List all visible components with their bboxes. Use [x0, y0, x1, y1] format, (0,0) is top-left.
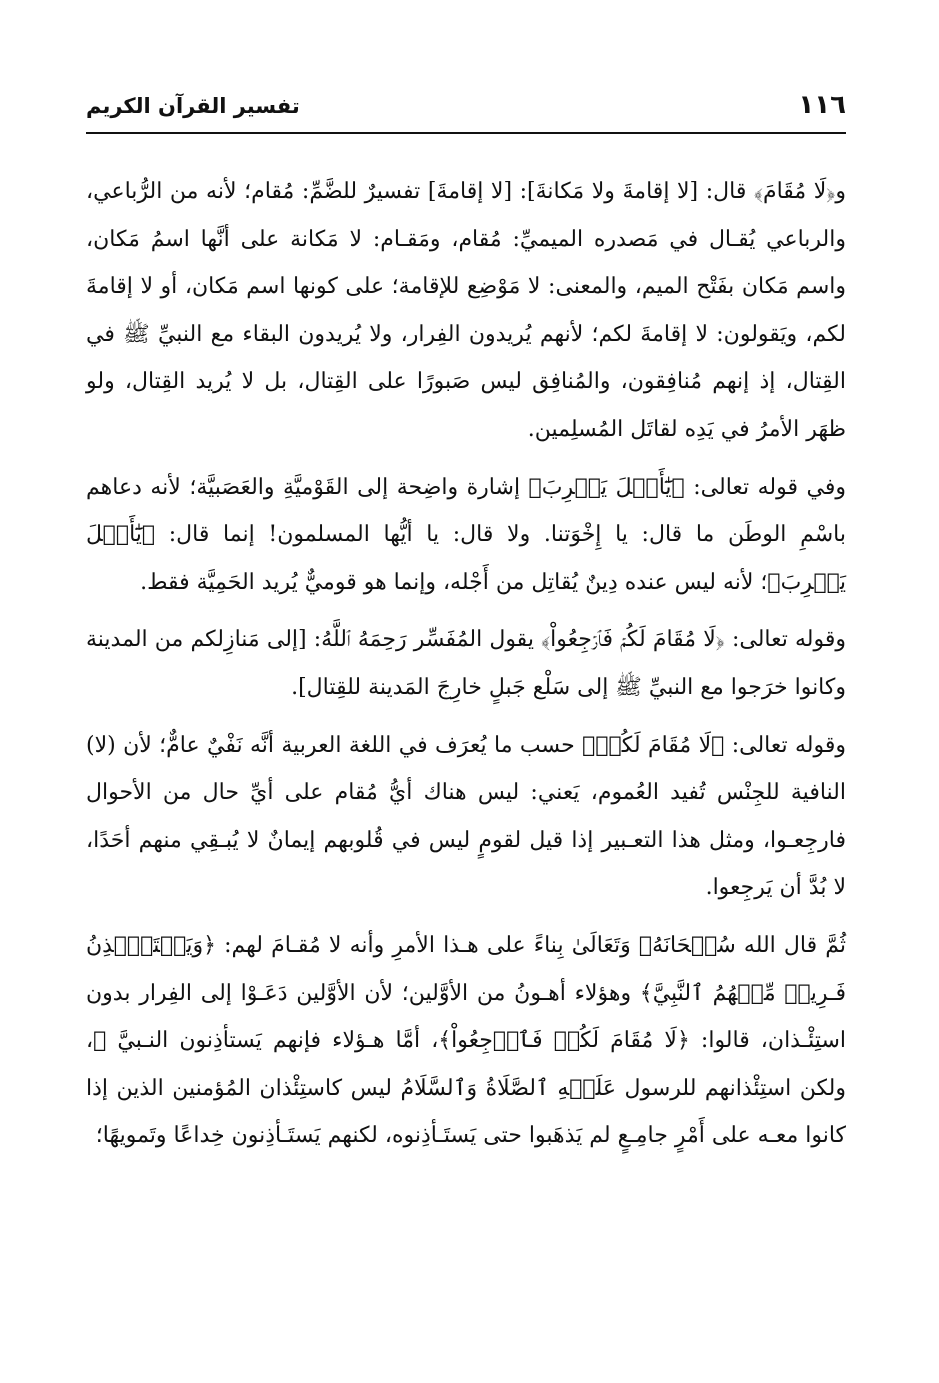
paragraph: و﴿لَا مُقَامَ﴾ قال: [لا إقامةَ ولا مَكانةَ]: [لا إقامةَ] تفسيرٌ للضَّمِّ: مُقام؛ لأنه من الرُّباعي، والرباعي يُقـال في مَصدره الميميِّ: مُقام، ومَقـام: لا مَكانة على أنَّها اسمُ مَكان، واسم مَكان بفَتْح الميم، والمعنى: لا مَوْضِع للإقامة؛ على كونها اسم مَكان، أو لا إقامةَ لكم، ويَقولون: لا إقامةَ لكم؛ لأنهم يُريدون الفِرار، ولا يُريدون البقاء مع النبيِّ ﷺ في القِتال، إذ إنهم مُنافِقون، والمُنافِق ليس صَبورًا على القِتال، بل لا يُريد القِتال، ولو ظهَر الأمرُ في يَدِه لقاتَل المُسلِمين.	[86, 179, 846, 442]
paragraph: وقوله تعالى: ﴿لَا مُقَامَ لَكُمۡ﴾ حسب ما يُعرَف في اللغة العربية أنَّه نَفْيٌ عامٌّ؛ لأن (لا) النافية للجِنْس تُفيد العُموم، يَعني: ليس هناك أيُّ مُقام على أيِّ حال من الأحوال فارجِعـوا، ومثل هذا التعـبير إذا قيل لقومٍ ليس في قُلوبهم إيمانٌ لا يُبـقِي منهم أحَدًا، لا بُدَّ أن يَرجِعوا.	[86, 732, 846, 901]
page-body	[86, 168, 846, 1160]
paragraph: وقوله تعالى: ﴿لَا مُقَامَ لَكُمۡ فَٱرۡجِعُواْ﴾ يقول المُفَسِّر رَحِمَهُ ٱللَّهُ: [إلى مَنازِلكم من المدينة وكانوا خرَجوا مع النبيِّ ﷺ إلى سَلْع جَبلٍ خارِجَ المَدينة للقِتال].	[86, 627, 846, 700]
paragraph: وفي قوله تعالى: ﴿يَٰٓأَهۡلَ يَثۡرِبَ﴾ إشارة واضِحة إلى القَوْميَّةِ والعَصَبيَّة؛ لأنه دعاهم باسْمِ الوطَن ما قال: يا إِخْوَتنا. ولا قال: يا أيُّها المسلمون! إنما قال: ﴿يَٰٓأَهۡلَ يَثۡرِبَ﴾؛ لأنه ليس عنده دِينٌ يُقاتِل من أَجْله، وإنما هو قوميٌّ يُريد الحَمِيَّة فقط.	[86, 474, 846, 595]
paragraph: ثُمَّ قال الله سُبۡحَانَهُۥ وَتَعَالَىٰ بِناءً على هـذا الأمرِ وأنه لا مُقـامَ لهم: ﴿وَيَسۡتَـٔۡذِنُ فَـرِيقٞ مِّنۡهُمُ ٱلنَّبِيَّ﴾ وهؤلاء أهـونُ من الأوَّلين؛ لأن الأوَّلين دَعَـوْا إلى الفِرار بدون استِئْـذان، قالوا: ﴿لَا مُقَامَ لَكُمۡ فَٱرۡجِعُواْ﴾، أمَّا هـؤلاء فإنهم يَستأذِنون النـبيَّ ﷺ، ولكن استِئْذانهم للرسول عَلَيۡهِ ٱلصَّلَاةُ وَٱلسَّلَامُ ليس كاستِئْذان المُؤمنين الذين إذا كانوا معـه على أَمْرٍ جامِـعٍ لم يَذهَبوا حتى يَستَـأذِنوه، لكنهم يَستَـأذِنون خِداعًا وتَمويهًا؛	[86, 932, 846, 1149]
header-divider	[86, 132, 846, 134]
book-title: تفسير القرآن الكريم	[86, 94, 300, 118]
page-header	[86, 88, 846, 128]
page-number: ١١٦	[798, 90, 846, 120]
